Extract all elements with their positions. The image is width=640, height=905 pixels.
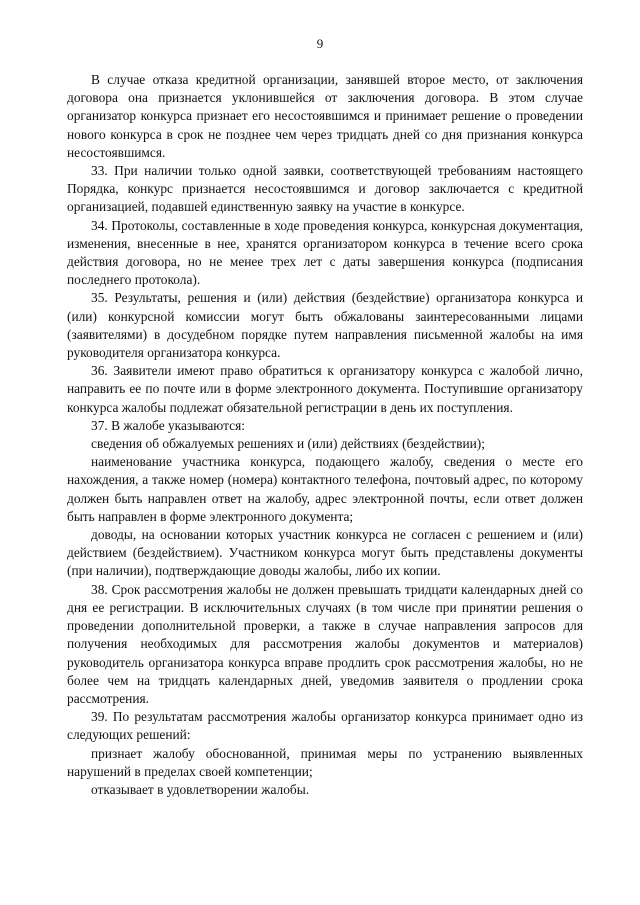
list-item-complaint-justified: признает жалобу обоснованной, принимая меры по устранению выявленных нарушений в пределах своей компетенции;: [67, 745, 583, 779]
paragraph-33-single-application: 33. При наличии только одной заявки, соответствующей требованиям настоящего Порядка, конкурс признается несостоявшимся и договор заключается с кредитной организацией, подавшей единственную заявку на участие в конкурсе.: [67, 163, 583, 215]
paragraph-39-review-results: 39. По результатам рассмотрения жалобы организатор конкурса принимает одно из следующих решений:: [67, 709, 583, 743]
paragraph-34-protocol-storage: 34. Протоколы, составленные в ходе проведения конкурса, конкурсная документация, изменения, внесенные в нее, хранятся организатором конкурса в течение всего срока действия договора, но не менее трех лет с даты завершения конкурса (подписания последнего протокола).: [67, 217, 583, 288]
paragraph-36-complaint-submission: 36. Заявители имеют право обратиться к организатору конкурса с жалобой лично, направить ее по почте или в форме электронного документа. Поступившие организатору конкурса жалобы подлежат обязательной регистрации в день их поступления.: [67, 363, 583, 415]
document-body: [67, 71, 583, 799]
paragraph-refusal-second-place: В случае отказа кредитной организации, занявшей второе место, от заключения договора она признается уклонившейся от заключения договора. В этом случае организатор конкурса признает его несостоявшимся и принимает решение о проведении нового конкурса в срок не позднее чем через тридцать дней со дня признания конкурса несостоявшимся.: [67, 72, 583, 160]
paragraph-38-review-period: 38. Срок рассмотрения жалобы не должен превышать тридцати календарных дней со дня ее регистрации. В исключительных случаях (в том числе при принятии решения о проведении дополнительной проверки, а также в случае направления запросов для получения необходимых для рассмотрения жалобы документов и материалов) руководитель организатора конкурса вправе продлить срок рассмотрения жалобы, но не более чем на тридцать календарных дней, уведомив заявителя о продлении срока рассмотрения.: [67, 581, 583, 706]
list-item-complaint-rejected: отказывает в удовлетворении жалобы.: [91, 781, 310, 797]
list-item-arguments: доводы, на основании которых участник конкурса не согласен с решением и (или) действием (бездействием). Участником конкурса могут быть представлены документы (при наличии), подтверждающие доводы жалобы, либо их копии.: [67, 527, 583, 579]
list-item-participant-details: наименование участника конкурса, подающего жалобу, сведения о месте его нахождения, а также номер (номера) контактного телефона, почтовый адрес, по которому должен быть направлен ответ на жалобу, адрес электронной почты, если ответ должен быть направлен в форме электронного документа;: [67, 454, 583, 524]
paragraph-35-appeal-rights: 35. Результаты, решения и (или) действия (бездействие) организатора конкурса и (или) конкурсной комиссии могут быть обжалованы заинтересованными лицами (заявителями) в досудебном порядке путем направления письменной жалобы на имя руководителя организатора конкурса.: [67, 290, 583, 361]
paragraph-37-complaint-contents: 37. В жалобе указываются:: [91, 417, 245, 433]
page-number: 9: [316, 36, 324, 51]
list-item-appealed-decisions: сведения об обжалуемых решениях и (или) действиях (бездействии);: [91, 436, 485, 452]
